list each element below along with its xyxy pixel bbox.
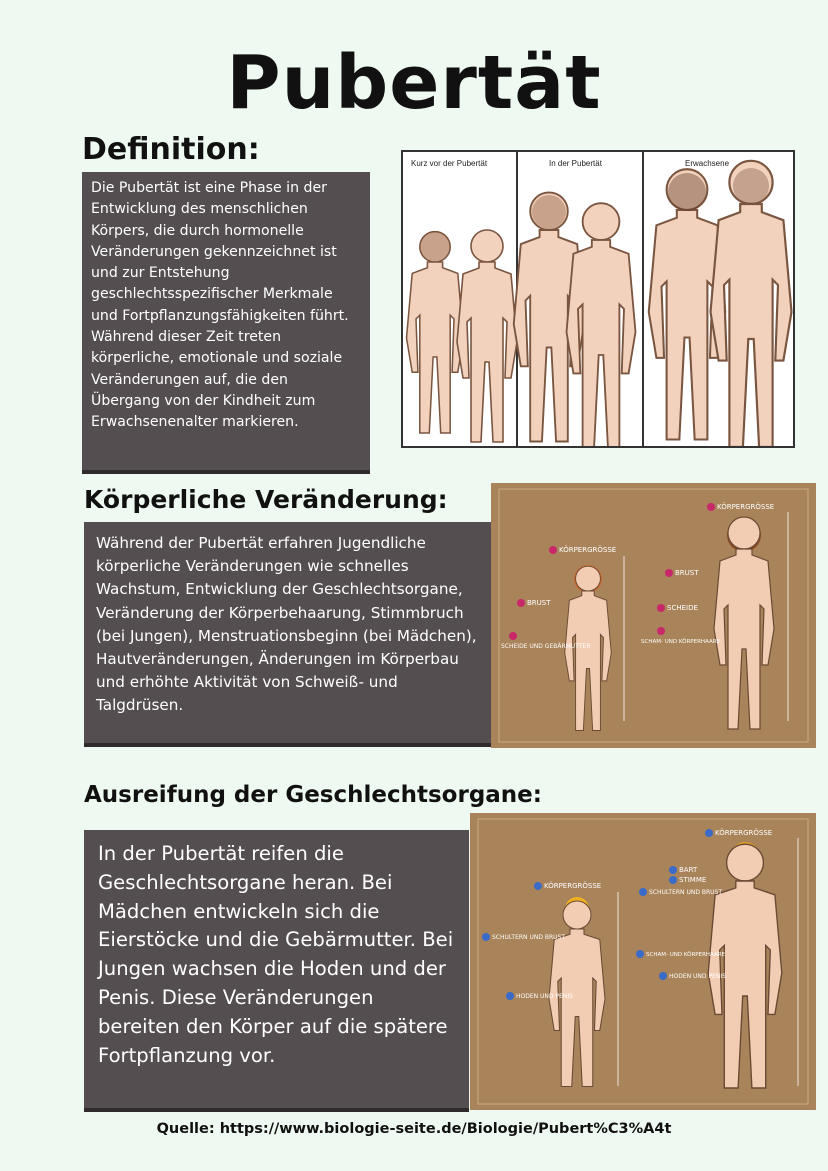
woman-figure [714, 517, 774, 729]
man-label-hair: SCHAM- UND KÖRPERHAARE [646, 952, 726, 958]
girl-label-vagina-uterus: SCHEIDE UND GEBÄRMUTTER [501, 643, 591, 650]
source-citation: Quelle: https://www.biologie-seite.de/Biologie/Pubert%C3%A4t [156, 1121, 672, 1137]
woman-label-vagina: SCHEIDE [667, 604, 698, 612]
girl-label-breast: BRUST [527, 599, 551, 607]
teen-boy-figure [567, 203, 636, 446]
definition-heading: Definition: [82, 132, 260, 167]
woman-label-hair: SCHAM- UND KÖRPERHAARE [641, 639, 721, 645]
boy-label-height: KÖRPERGRÖSSE [544, 882, 602, 890]
man-label-voice: STIMME [679, 876, 707, 884]
body-changes-text-box: Während der Pubertät erfahren Jugendliche körperliche Veränderungen wie schnelles Wachstum, Entwicklung der Geschlechtsorgane, Veränderung der Körperbehaarung, Stimmbruch (bei Jungen), Menstruationsbeginn (bei Mädchen), Hautveränderungen, Änderungen im Körperbau und erhöhte Aktivität von Schweiß- und Talgdrüsen. [84, 522, 492, 747]
male-development-figure [470, 813, 816, 1110]
man-label-genitals: HODEN UND PENIS [669, 973, 726, 980]
organs-heading: Ausreifung der Geschlechtsorgane: [84, 782, 542, 808]
man-label-beard: BART [679, 866, 698, 874]
child-girl-figure [407, 232, 464, 433]
organs-text-box: In der Pubertät reifen die Geschlechtsorgane heran. Bei Mädchen entwickeln sich die Eierstöcke und die Gebärmutter. Bei Jungen wachsen die Hoden und der Penis. Diese Veränderungen bereiten den Körper auf die spätere Fortpflanzung vor. [84, 830, 469, 1112]
puberty-stages-figure [401, 150, 795, 448]
boy-label-genitals: HODEN UND PENIS [516, 993, 573, 1000]
girl-label-height: KÖRPERGRÖSSE [559, 546, 617, 554]
man-label-shoulders: SCHULTERN UND BRUST [649, 889, 722, 896]
man-figure [708, 844, 782, 1088]
female-development-figure [491, 483, 816, 748]
woman-label-breast: BRUST [675, 569, 699, 577]
panel-caption-before: Kurz vor der Pubertät [411, 159, 488, 168]
man-label-height: KÖRPERGRÖSSE [715, 829, 773, 837]
page-title: Pubertät [226, 40, 602, 126]
child-boy-figure [457, 230, 517, 442]
definition-text-box: Die Pubertät ist eine Phase in der Entwicklung des menschlichen Körpers, die durch hormonelle Veränderungen gekennzeichnet ist und zur Entstehung geschlechtsspezifischer Merkmale und Fortpflanzungsfähigkeiten führt. Während dieser Zeit treten körperliche, emotionale und soziale Veränderungen auf, die den Übergang von der Kindheit zum Erwachsenenalter markieren. [82, 172, 370, 474]
boy-label-shoulders: SCHULTERN UND BRUST [492, 934, 565, 941]
panel-caption-during: In der Pubertät [549, 159, 602, 168]
woman-label-height: KÖRPERGRÖSSE [717, 503, 775, 511]
body-changes-heading: Körperliche Veränderung: [84, 485, 448, 514]
panel-caption-adult: Erwachsene [685, 159, 730, 168]
